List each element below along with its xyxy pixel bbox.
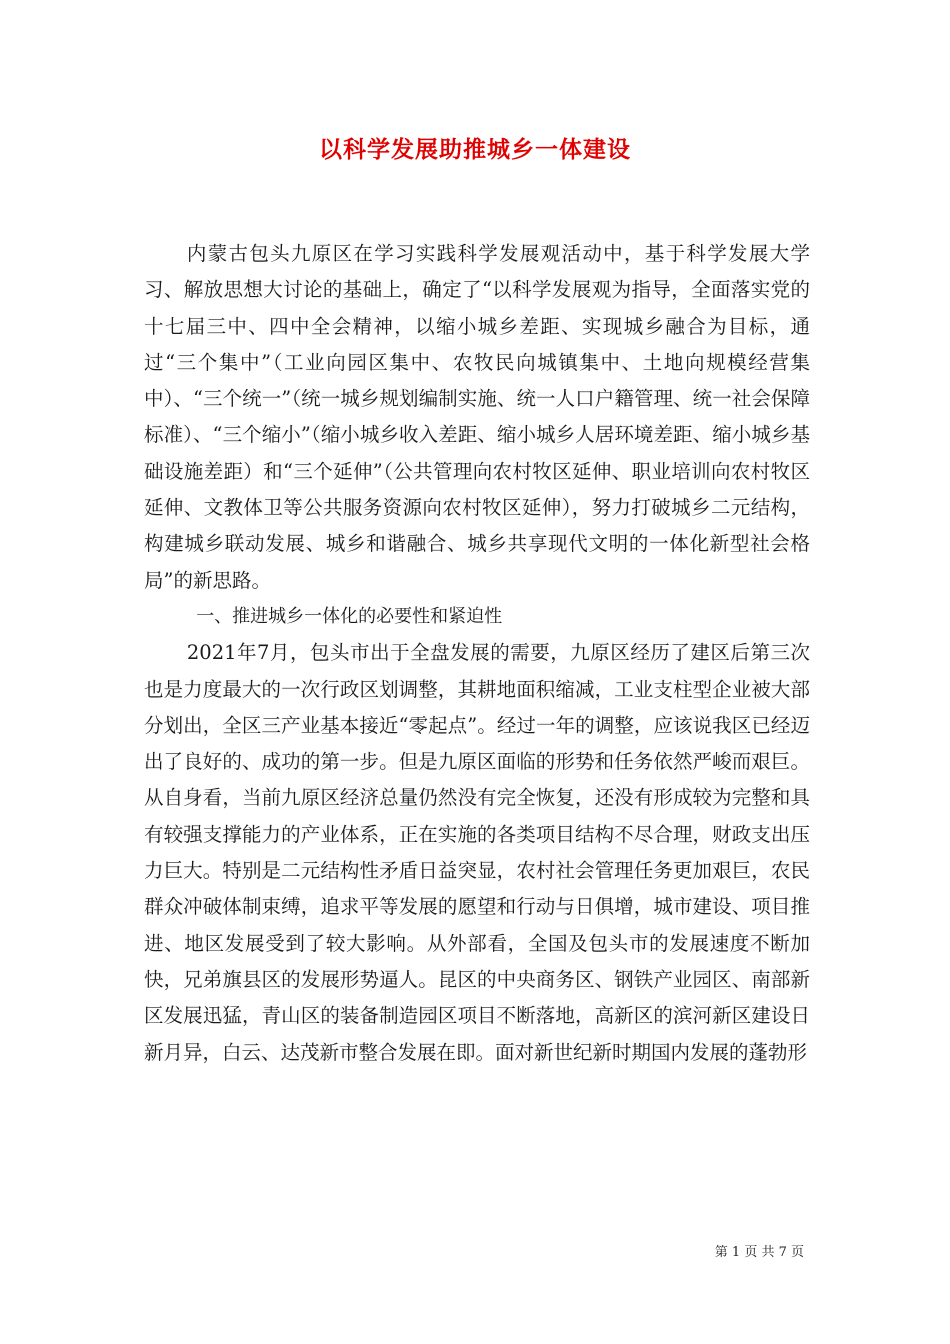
section-heading: 一、推进城乡一体化的必要性和紧迫性 [196, 605, 503, 627]
intro-paragraph: 内蒙古包头九原区在学习实践科学发展观活动中，基于科学发展大学习、解放思想大讨论的基础上，确定了“以科学发展观为指导，全面落实党的十七届三中、四中全会精神，以缩小城乡差距、实现城乡融合为目标，通过“三个集中”（工业向园区集中、农牧民向城镇集中、土地向规模经营集中）、“三个统一”（统一城乡规划编制实施、统一人口户籍管理、统一社会保障标准）、“三个缩小”（缩小城乡收入差距、缩小城乡人居环境差距、缩小城乡基础设施差距）和“三个延伸”（公共管理向农村牧区延伸、职业培训向农村牧区延伸、文教体卫等公共服务资源向农村牧区延伸），努力打破城乡二元结构，构建城乡联动发展、城乡和谐融合、城乡共享现代文明的一体化新型社会格局”的新思路。 [144, 242, 810, 592]
section-paragraph: 2021年7月，包头市出于全盘发展的需要，九原区经历了建区后第三次也是力度最大的一次行政区划调整，其耕地面积缩减，工业支柱型企业被大部分划出，全区三产业基本接近“零起点”。经过一年的调整，应该说我区已经迈出了良好的、成功的第一步。但是九原区面临的形势和任务依然严峻而艰巨。从自身看，当前九原区经济总量仍然没有完全恢复，还没有形成较为完整和具有较强支撑能力的产业体系，正在实施的各类项目结构不尽合理，财政支出压力巨大。特别是二元结构性矛盾日益突显，农村社会管理任务更加艰巨，农民群众冲破体制束缚，追求平等发展的愿望和行动与日俱增，城市建设、项目推进、地区发展受到了较大影响。从外部看，全国及包头市的发展速度不断加快，兄弟旗县区的发展形势逼人。昆区的中央商务区、钢铁产业园区、南部新区发展迅猛，青山区的装备制造园区项目不断落地，高新区的滨河新区建设日新月异，白云、达茂新市整合发展在即。面对新世纪新时期国内发展的蓬勃形 [144, 641, 810, 1064]
page-number: 第 1 页 共 7 页 [714, 1245, 804, 1260]
document-title: 以科学发展助推城乡一体建设 [319, 136, 631, 163]
document-body [144, 236, 810, 1071]
